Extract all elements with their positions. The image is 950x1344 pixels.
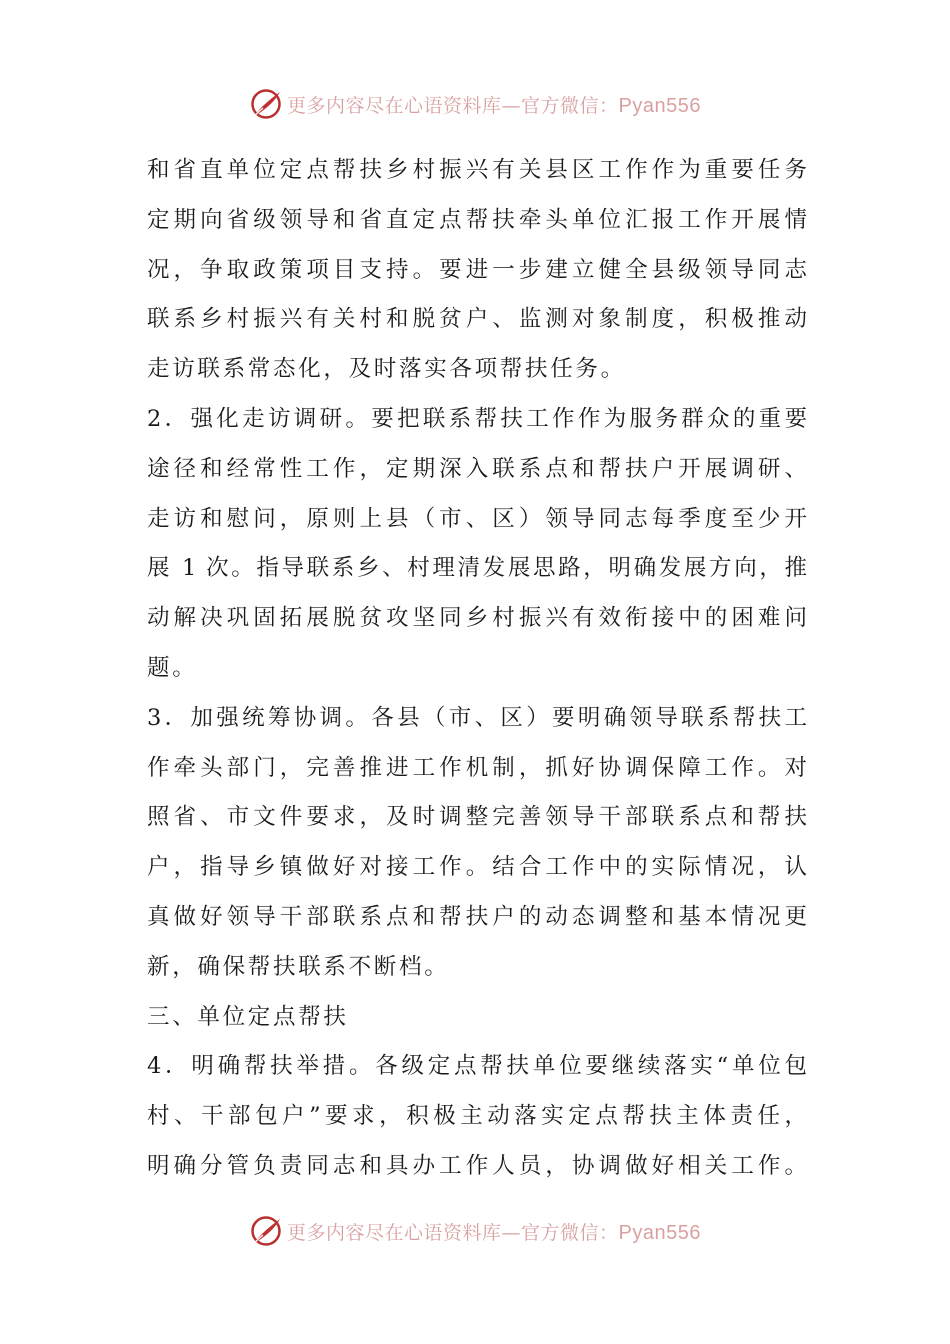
text-line: 三、单位定点帮扶 bbox=[147, 1003, 349, 1030]
text-line: 题。 bbox=[147, 654, 198, 681]
text-line: 展 1 次。指导联系乡、村理清发展思路，明确发展方向，推 bbox=[147, 555, 807, 582]
quill-logo-icon bbox=[249, 87, 283, 121]
text-line: 走访联系常态化，及时落实各项帮扶任务。 bbox=[147, 356, 626, 383]
text-line: 况，争取政策项目支持。要进一步建立健全县级领导同志 bbox=[147, 256, 807, 283]
footer-watermark bbox=[0, 1211, 950, 1251]
text-line: 2．强化走访调研。要把联系帮扶工作作为服务群众的重要 bbox=[147, 405, 807, 432]
text-line: 动解决巩固拓展脱贫攻坚同乡村振兴有效衔接中的困难问 bbox=[147, 605, 807, 632]
text-line: 作牵头部门，完善推进工作机制，抓好协调保障工作。对 bbox=[147, 754, 807, 781]
watermark-text: 更多内容尽在心语资料库—官方微信：Pyan556 bbox=[287, 1221, 701, 1244]
text-line: 真做好领导干部联系点和帮扶户的动态调整和基本情况更 bbox=[147, 903, 807, 930]
text-line: 村、干部包户”要求，积极主动落实定点帮扶主体责任， bbox=[147, 1103, 807, 1130]
quill-logo-icon bbox=[249, 1214, 283, 1248]
text-line: 3．加强统筹协调。各县（市、区）要明确领导联系帮扶工 bbox=[147, 704, 807, 731]
text-line: 走访和慰问，原则上县（市、区）领导同志每季度至少开 bbox=[147, 505, 807, 532]
text-line: 联系乡村振兴有关村和脱贫户、监测对象制度，积极推动 bbox=[147, 306, 807, 333]
header-watermark bbox=[0, 84, 950, 124]
text-line: 明确分管负责同志和具办工作人员，协调做好相关工作。 bbox=[147, 1152, 807, 1179]
text-line: 4．明确帮扶举措。各级定点帮扶单位要继续落实“单位包 bbox=[147, 1053, 807, 1080]
text-line: 和省直单位定点帮扶乡村振兴有关县区工作作为重要任务 bbox=[147, 157, 807, 183]
text-line: 途径和经常性工作，定期深入联系点和帮扶户开展调研、 bbox=[147, 455, 807, 482]
text-line: 户，指导乡镇做好对接工作。结合工作中的实际情况，认 bbox=[147, 854, 807, 881]
text-line: 新，确保帮扶联系不断档。 bbox=[147, 953, 450, 980]
document-body bbox=[147, 146, 807, 1192]
text-line: 照省、市文件要求，及时调整完善领导干部联系点和帮扶 bbox=[147, 804, 807, 831]
text-line: 定期向省级领导和省直定点帮扶牵头单位汇报工作开展情 bbox=[147, 206, 807, 233]
watermark-text: 更多内容尽在心语资料库—官方微信：Pyan556 bbox=[287, 94, 701, 117]
